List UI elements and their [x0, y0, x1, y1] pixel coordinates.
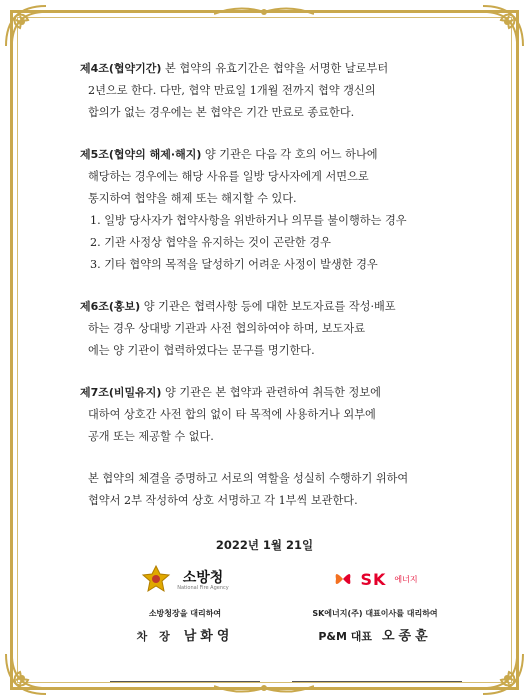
article-line: 에는 양 기관이 협력하였다는 문구를 명기한다.	[88, 344, 315, 357]
agreement-body	[80, 58, 470, 512]
closing-line: 본 협약의 체결을 증명하고 서로의 역할을 성실히 수행하기 위하여	[88, 472, 409, 485]
party-fire-agency	[110, 562, 260, 644]
article-line: 양 기관은 협력사항 등에 대한 보도자료를 작성·배포	[140, 300, 396, 313]
article-line: 양 기관은 다음 각 호의 어느 하나에	[201, 148, 378, 161]
corner-ornament-icon	[479, 2, 527, 50]
article-line: 해당하는 경우에는 해당 사유를 일방 당사자에게 서면으로	[88, 170, 369, 183]
list-item: 3. 기타 협약의 목적을 달성하기 어려운 사정이 발생한 경우	[90, 258, 378, 271]
article-line: 하는 경우 상대방 기관과 사전 협의하여야 하며, 보도자료	[88, 322, 366, 335]
article-heading: 제6조(홍보)	[80, 300, 141, 313]
article-4	[80, 58, 470, 124]
signer-name: 남화영	[183, 629, 234, 644]
fire-agency-english: National Fire Agency	[177, 585, 229, 591]
representation-text: 소방청장을 대리하여	[148, 609, 222, 618]
closing-line: 협약서 2부 작성하여 상호 서명하고 각 1부씩 보관한다.	[88, 494, 358, 507]
fire-agency-wordmark	[177, 567, 228, 591]
signer	[290, 625, 460, 644]
article-first-line	[80, 58, 470, 80]
list-item: 2. 기관 사정상 협약을 유지하는 것이 곤란한 경우	[90, 236, 331, 249]
signature-line	[110, 681, 260, 682]
article-heading: 제4조(협약기간)	[80, 62, 162, 75]
article-7	[80, 382, 470, 448]
sk-energy-text: 에너지	[394, 574, 418, 584]
fire-agency-logo	[110, 562, 260, 596]
signer-name: 오종훈	[382, 629, 432, 644]
sk-butterfly-icon	[332, 567, 354, 591]
party-sk-energy	[290, 562, 460, 644]
corner-ornament-icon	[479, 650, 527, 698]
closing-statement	[80, 468, 470, 512]
article-5	[80, 144, 470, 276]
corner-ornament-icon	[2, 650, 50, 698]
article-line: 통지하여 협약을 해제 또는 해지할 수 있다.	[88, 192, 297, 205]
signer-title: P&M 대표	[318, 630, 372, 643]
bottom-ornament-icon	[214, 682, 314, 696]
article-line: 합의가 없는 경우에는 본 협약은 기간 만료로 종료한다.	[88, 106, 355, 119]
article-line: 양 기관은 본 협약과 관련하여 취득한 정보에	[161, 386, 381, 399]
article-line: 2년으로 한다. 다만, 협약 만료일 1개월 전까지 협약 갱신의	[88, 84, 376, 97]
top-ornament-icon	[214, 4, 314, 18]
signing-date: 2022년 1월 21일	[215, 538, 314, 552]
article-6	[80, 296, 470, 362]
signer-title: 차 장	[136, 630, 174, 643]
list-item: 1. 일방 당사자가 협약사항을 위반하거나 의무를 불이행하는 경우	[90, 214, 407, 227]
article-heading: 제5조(협약의 해제·해지)	[80, 148, 202, 161]
fire-agency-emblem-icon	[141, 564, 171, 594]
signer	[110, 625, 260, 644]
article-line: 공개 또는 제공할 수 없다.	[88, 430, 214, 443]
fire-agency-name: 소방청	[182, 570, 224, 586]
article-first-line	[80, 382, 470, 404]
corner-ornament-icon	[2, 2, 50, 50]
representation-text: SK에너지(주) 대표이사를 대리하여	[312, 609, 438, 618]
sk-energy-logo	[290, 562, 460, 596]
signature-line	[292, 681, 462, 682]
article-heading: 제7조(비밀유지)	[80, 386, 162, 399]
article-first-line	[80, 144, 470, 166]
article-line: 본 협약의 유효기간은 협약을 서명한 날로부터	[161, 62, 389, 75]
article-list	[80, 210, 470, 276]
article-first-line	[80, 296, 470, 318]
article-line: 대하여 상호간 사전 합의 없이 타 목적에 사용하거나 외부에	[88, 408, 376, 421]
sk-wordmark: SK	[360, 569, 387, 589]
